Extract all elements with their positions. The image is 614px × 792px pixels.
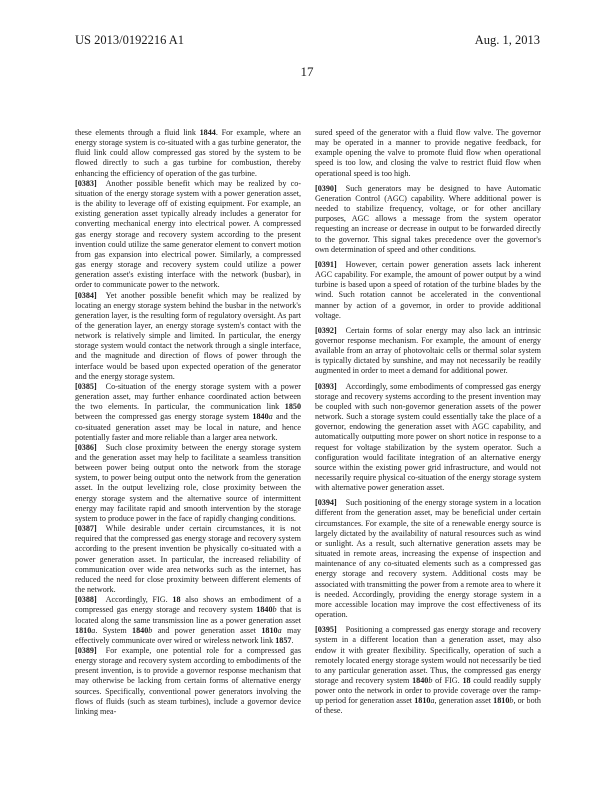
paragraph bbox=[315, 625, 541, 716]
reference-numeral: 1840 bbox=[256, 605, 273, 615]
paragraph bbox=[315, 382, 541, 494]
paragraph-text: Such close proximity between the energy storage system and the generation asset may help to facilitate a seamless transition between power being output onto the network from the storage system, to power being output onto the network from the generation asset. In the output levelizing role, close proximity between the energy storage system and the alternative source of intermittent energy may facilitate rapid and smooth intervention by the storage system to produce power in the face of rapidly changing conditions. bbox=[75, 442, 301, 523]
paragraph bbox=[75, 524, 301, 595]
paragraph-number: [0384] bbox=[75, 290, 97, 300]
paragraph-text: and power generation asset bbox=[152, 625, 262, 635]
paragraph-number: [0394] bbox=[315, 498, 337, 508]
paragraph-number: [0393] bbox=[315, 381, 337, 391]
paragraph-text: Another possible benefit which may be realized by co-situation of the energy storage system with a power generation asset, is the ability to leverage off of existing equipment. For example, an existing generation asset typically already includes a generator for converting mechanical energy into electrical power. A compressed gas energy storage and recovery system according to the present invention could utilize the same generator element to convert motion from gas expansion into electrical power. Similarly, a compressed gas energy storage and recovery system could utilize a power generation asset's existing interface with the network (busbar), in order to communicate power to the network. bbox=[75, 178, 301, 290]
paragraph-text: Co-situation of the energy storage system with a power generation asset, may further enhance coordinated action between the two elements. In particular, the communication link bbox=[75, 381, 301, 412]
paragraph bbox=[315, 326, 541, 377]
publication-number: US 2013/0192216 A1 bbox=[75, 33, 185, 47]
reference-numeral: 1850 bbox=[284, 402, 301, 412]
paragraph-text: . bbox=[291, 635, 294, 645]
page-number: 17 bbox=[300, 64, 314, 79]
paragraph-number: [0389] bbox=[75, 645, 97, 655]
reference-numeral: 1810 bbox=[75, 625, 92, 635]
paragraph-text: may effectively communicate over wired or wireless network link bbox=[75, 625, 301, 645]
paragraph-number: [0395] bbox=[315, 625, 337, 635]
reference-suffix: a bbox=[430, 696, 435, 706]
paragraph-text: that is located along the same transmission line as a power generation asset bbox=[75, 605, 301, 625]
left-column bbox=[75, 128, 301, 717]
paragraph-text: For example, one potential role for a compressed gas energy storage and recovery system according to embodiments of the present invention, is to provide a governor response mechanism that may otherwise be lacking from certain forms of alternative energy sources. Specifically, conventional power generators involving the flows of fluids (such as steam turbines), include a governor device linking mea- bbox=[75, 645, 301, 716]
paragraph-text: . For example, where an energy storage system is co-situated with a gas turbine generator, the fluid link could allow compressed gas stored by the system to be flowed directly to such a gas turbine for combustion, thereby enhancing the efficiency of operation of the gas turbine. bbox=[75, 128, 301, 178]
reference-numeral: 1810 bbox=[493, 696, 510, 706]
paragraph-number: [0385] bbox=[75, 381, 97, 391]
reference-suffix: b bbox=[509, 696, 514, 706]
paragraph-number: [0392] bbox=[315, 325, 337, 335]
paragraph-text: Accordingly, some embodiments of compressed gas energy storage and recovery systems according to the present invention may be coupled with such non-governor generation assets of the power network. Such a storage system could essentially take the place of a governor, endowing the generation asset with AGC capability, and automatically outputting more power on short notice in response to a request for voltage stabilization by the system operator. Such a configuration would facilitate integration of an alternative energy source within the existing power grid infrastructure, and would not necessarily require physical co-situation of the energy storage system with alternative power generation asset. bbox=[315, 381, 541, 493]
paragraph bbox=[75, 179, 301, 291]
paragraph-number: [0386] bbox=[75, 442, 97, 452]
paragraph-text: Such positioning of the energy storage system in a location different from the generation asset, may be beneficial under certain circumstances. For example, the site of a renewable energy source is largely dictated by the availability of natural resources such as wind or sunlight. As a result, such alternative generation assets may be situated in remote areas, increasing the expense of inspection and maintenance of any co-situated elements such as a compressed gas energy storage and recovery system. Additional costs may be associated with transmitting the power from a remote area to where it is needed. Accordingly, providing the energy storage system in a more accessible location may improve the cost effectiveness of its operation. bbox=[315, 498, 541, 620]
paragraph-text: could readily supply power onto the network in order to provide coverage over the ramp-up period for generation asset bbox=[315, 675, 541, 706]
paragraph bbox=[75, 646, 301, 717]
paragraph-text: these elements through a fluid link bbox=[75, 128, 200, 137]
paragraph-continuation bbox=[75, 128, 301, 179]
paragraph bbox=[315, 260, 541, 321]
paragraph-text: , generation asset bbox=[434, 696, 494, 706]
paragraph-number: [0388] bbox=[75, 595, 97, 605]
paragraph bbox=[75, 382, 301, 443]
reference-numeral: 1810 bbox=[261, 625, 278, 635]
paragraph-number: [0383] bbox=[75, 178, 97, 188]
paragraph bbox=[75, 291, 301, 382]
reference-suffix: b bbox=[428, 675, 433, 685]
right-column bbox=[315, 128, 541, 722]
reference-numeral: 1857 bbox=[275, 635, 292, 645]
paragraph-number: [0391] bbox=[315, 259, 337, 269]
paragraph-text: also shows an embodiment of a compressed gas energy storage and recovery system bbox=[75, 595, 301, 615]
reference-numeral: 1810 bbox=[414, 696, 431, 706]
paragraph bbox=[75, 595, 301, 646]
paragraph-text: Positioning a compressed gas energy storage and recovery system in a different location than a generation asset, may also endow it with greater flexibility. Specifically, operation of such a remotely located energy storage system would not necessarily be tied to any particular generation asset. Thus, the compressed gas energy storage and recovery system bbox=[315, 625, 541, 685]
reference-suffix: a bbox=[277, 625, 282, 635]
paragraph-text: sured speed of the generator with a fluid flow valve. The governor may be operated in a manner to provide negative feedback, for example opening the valve to promote fluid flow when operational speed is too low, and closing the valve to restrict fluid flow when operational speed is too high. bbox=[315, 128, 541, 178]
reference-numeral: 1840 bbox=[412, 675, 429, 685]
reference-suffix: a bbox=[268, 412, 273, 422]
paragraph-number: [0387] bbox=[75, 524, 97, 534]
paragraph-text: , or both of these. bbox=[315, 696, 541, 716]
paragraph bbox=[315, 184, 541, 255]
reference-suffix: b bbox=[148, 625, 153, 635]
paragraph-text: of FIG. bbox=[432, 675, 463, 685]
paragraph bbox=[315, 498, 541, 620]
paragraph-text: However, certain power generation assets lack inherent AGC capability. For example, the amount of power output by a wind turbine is based upon a speed of rotation of the turbine blades by the wind. Such rotation cannot be accelerated in the conventional manner by action of a governor, in order to provide additional voltage. bbox=[315, 259, 541, 320]
paragraph bbox=[75, 443, 301, 524]
paragraph-number: [0390] bbox=[315, 183, 337, 193]
reference-suffix: b bbox=[272, 605, 277, 615]
reference-numeral: 18 bbox=[462, 675, 471, 685]
paragraph-text: . System bbox=[95, 625, 133, 635]
publication-date: Aug. 1, 2013 bbox=[474, 33, 540, 47]
reference-numeral: 1844 bbox=[199, 128, 216, 137]
paragraph-text: between the compressed gas energy storage system bbox=[75, 412, 253, 422]
reference-numeral: 1840 bbox=[252, 412, 269, 422]
paragraph-text: While desirable under certain circumstances, it is not required that the compressed gas energy storage and recovery system according to the present invention be physically co-situated with a power generation asset. In particular, the increased reliability of communication over wide area networks such as the internet, has reduced the need for close proximity between different elements of the network. bbox=[75, 524, 301, 595]
paragraph-text: Yet another possible benefit which may be realized by locating an energy storage system behind the busbar in the network's generation layer, is the resulting form of regulatory oversight. As part of the generation layer, an energy storage system's contact with the network is relatively simple and limited. In particular, the energy storage system would contact the network through a single interface, and the magnitude and direction of flows of power through the interface would be based upon expected operation of the generator and the energy storage system. bbox=[75, 290, 301, 381]
paragraph-continuation bbox=[315, 128, 541, 179]
reference-numeral: 18 bbox=[172, 595, 181, 605]
paragraph-text: Accordingly, FIG. bbox=[105, 595, 173, 605]
reference-numeral: 1840 bbox=[132, 625, 149, 635]
paragraph-text: and the co-situated generation asset may be local in nature, and hence potentially faster and more reliable than a larger area network. bbox=[75, 412, 301, 442]
reference-suffix: a bbox=[91, 625, 96, 635]
paragraph-text: Such generators may be designed to have Automatic Generation Control (AGC) capability. Where additional power is needed to stabilize frequency, voltage, or for other ancillary purposes, AGC allows a message from the system operator requesting an increase or decrease in output to be forwarded directly to the governor. This signal takes precedence over the governor's own determination of speed and other conditions. bbox=[315, 183, 541, 254]
paragraph-text: Certain forms of solar energy may also lack an intrinsic governor response mechanism. For example, the amount of energy available from an array of photovoltaic cells or thermal solar system is typically dictated by sunshine, and may not necessarily be readily augmented in order to meet a demand for additional power. bbox=[315, 325, 541, 376]
